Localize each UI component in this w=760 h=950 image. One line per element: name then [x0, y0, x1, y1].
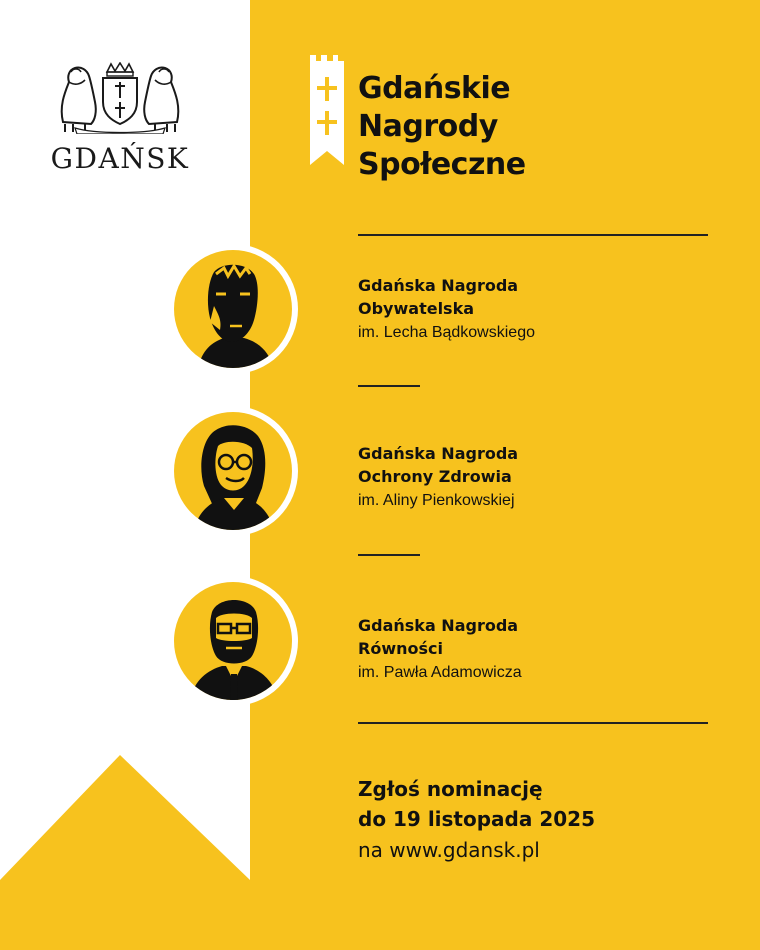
award-name-line: Gdańska Nagroda: [358, 276, 519, 295]
award-name-line: Gdańska Nagroda: [358, 616, 519, 635]
award-item: [358, 614, 522, 686]
portrait-alina-pienkowska-icon: [174, 412, 292, 530]
title-line: Gdańskie: [358, 71, 511, 106]
double-cross-banner-icon: [310, 55, 344, 165]
title-line: Społeczne: [358, 147, 526, 182]
divider-top: [358, 234, 708, 236]
title-line: Nagrody: [358, 109, 498, 144]
decorative-triangle: [0, 755, 250, 950]
award-patron: im. Pawła Adamowicza: [358, 664, 522, 681]
award-name-line: Obywatelska: [358, 299, 475, 318]
cta-website-link[interactable]: na www.gdansk.pl: [358, 838, 540, 862]
award-name-line: Równości: [358, 639, 443, 658]
call-to-action: [358, 774, 595, 866]
portrait-lech-badkowski-icon: [174, 250, 292, 368]
portrait-badge: [168, 576, 298, 706]
award-name-line: Gdańska Nagroda: [358, 444, 519, 463]
portrait-badge: [168, 406, 298, 536]
gdansk-logo: [40, 62, 210, 182]
award-patron: im. Aliny Pienkowskiej: [358, 492, 515, 509]
gdansk-wordmark: GDAŃSK: [50, 142, 190, 175]
award-item: [358, 274, 535, 346]
award-name-line: Ochrony Zdrowia: [358, 467, 512, 486]
cta-line-1: Zgłoś nominację: [358, 777, 543, 801]
page-title: [358, 70, 526, 184]
gdansk-coat-of-arms-icon: [55, 62, 185, 134]
award-patron: im. Lecha Bądkowskiego: [358, 324, 535, 341]
divider-short: [358, 554, 420, 556]
award-item: [358, 442, 518, 514]
cta-line-2: do 19 listopada 2025: [358, 807, 595, 831]
portrait-badge: [168, 244, 298, 374]
divider-bottom: [358, 722, 708, 724]
divider-short: [358, 385, 420, 387]
portrait-pawel-adamowicz-icon: [174, 582, 292, 700]
